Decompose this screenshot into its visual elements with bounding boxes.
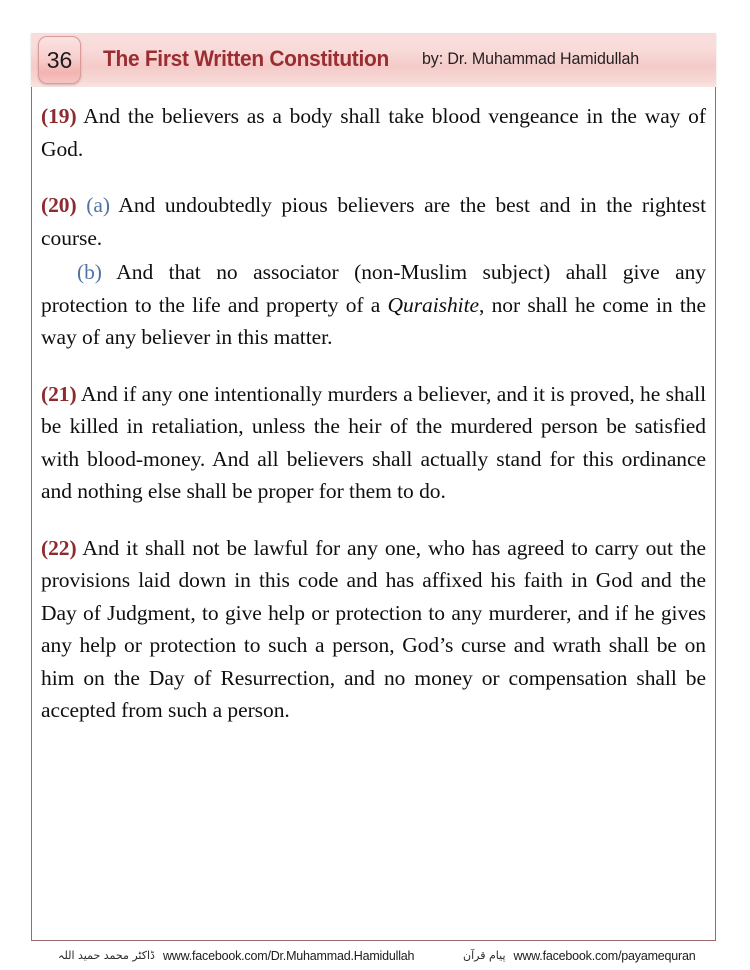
italic-term: Quraishite [387,292,479,317]
document-body [41,100,706,727]
clause-paragraph [41,100,706,165]
clause-sub-letter: (a) [86,193,110,217]
clause-paragraph [41,378,706,508]
clause-paragraph [41,256,706,354]
clause-text-tail: , nor shall he come in the way of any believer in this matter. [41,292,706,349]
clause-number: (20) [41,193,77,217]
clause-paragraph [41,532,706,727]
footer-credit-left [58,947,414,965]
clause-text: And the believers as a body shall take blood vengeance in the way of God. [41,104,706,161]
footer-link-payamequran[interactable]: www.facebook.com/payamequran [513,949,696,963]
clause-sub-letter: (b) [77,260,102,284]
clause-number: (22) [41,535,77,560]
clause-number: (21) [41,381,77,406]
clause-text: And that no associator (non-Muslim subject) ahall give any protection to the life and property of a [41,260,707,317]
footer-link-hamidullah[interactable]: www.facebook.com/Dr.Muhammad.Hamidullah [162,949,415,963]
page-title: The First Written Constitution [103,46,389,71]
urdu-publisher-name: پیام قرآن [463,949,506,962]
page-footer [0,944,750,970]
page-author: by: Dr. Muhammad Hamidullah [422,50,640,68]
clause-text: And if any one intentionally murders a believer, and it is proved, he shall be killed in retaliation, unless the heir of the murdered person be satisfied with blood-money. And all believers shall actually stand for this ordinance and nothing else shall be proper for them to do. [41,381,707,503]
clause-paragraph [41,189,706,254]
clause-text: And undoubtedly pious believers are the best and in the rightest course. [41,193,707,250]
urdu-author-name: ڈاکٹر محمد حمید اللہ [58,949,155,962]
page-number-badge: 36 [38,36,81,84]
clause-number: (19) [41,104,77,128]
clause-text: And it shall not be lawful for any one, who has agreed to carry out the provisions laid down in this code and has affixed his faith in God and the Day of Judgment, to give help or protection to any murderer, and if he gives any help or protection to such a person, God’s curse and wrath shall be on him on the Day of Resurrection, and no money or compensation shall be accepted from such a person. [41,535,706,722]
footer-credit-right [463,947,696,965]
